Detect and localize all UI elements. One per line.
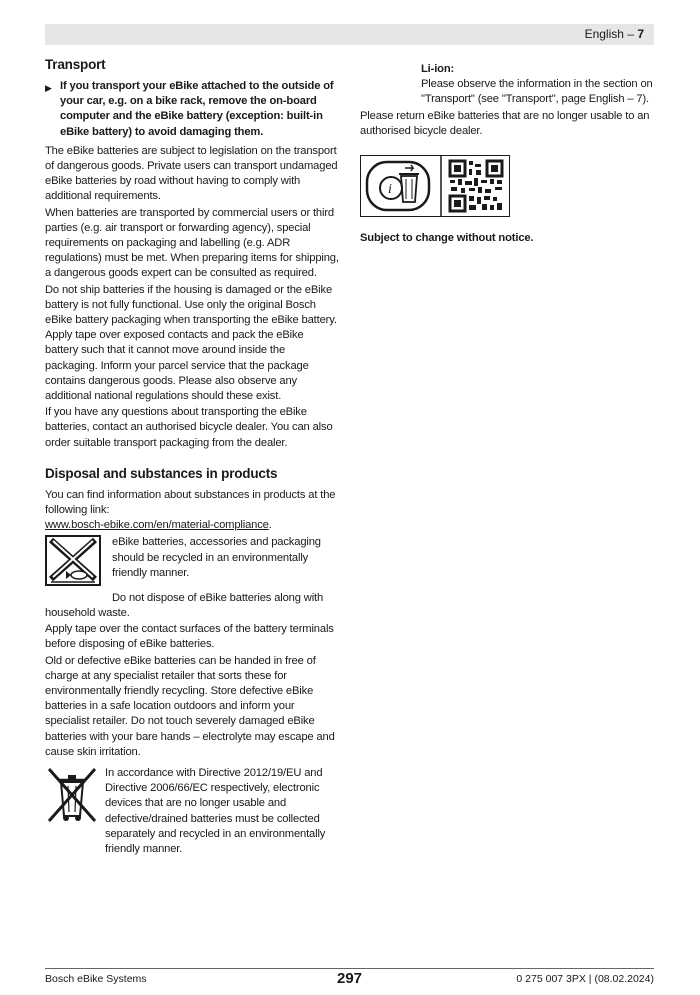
header-separator: – <box>627 27 634 41</box>
liion-text: Please observe the information in the section on "Transport" (see "Transport", page English – 7). <box>421 78 653 106</box>
transport-paragraph-4: If you have any questions about transporting the eBike batteries, contact an authorised bicycle dealer. You can also order suitable transport packaging from the dealer. <box>45 406 333 449</box>
footer-page-number: 297 <box>337 970 363 987</box>
disposal-intro <box>45 488 339 534</box>
recycle-text-block <box>102 535 339 581</box>
disposal-intro-text: You can find information about substances in products at the following link: <box>45 488 336 517</box>
directive-row <box>45 766 339 857</box>
transport-bullet <box>45 79 339 140</box>
crossed-bin-icon <box>45 766 105 829</box>
link-suffix: . <box>268 519 272 532</box>
info-recycle-icon <box>367 162 429 210</box>
directive-text: In accordance with Directive 2012/19/EU and Directive 2006/66/EC respectively, electronic devices that are no longer usable and defective/drained batteries must be collected separately and recycled in an environmentally friendly manner. <box>105 766 326 855</box>
transport-paragraph-2: When batteries are transported by commercial users or third parties (e.g. air transport or forwarding agency), special requirements on packaging and labelling (e.g. ADR regulations) must be met. When preparing items for shipping, a dangerous goods expert can be consulted as required. <box>45 206 339 280</box>
info-qr-panel <box>360 155 510 217</box>
header-bar <box>45 24 654 45</box>
transport-heading: Transport <box>45 57 106 72</box>
transport-paragraph-3: Do not ship batteries if the housing is damaged or the eBike battery is not fully functional. Use only the original Bosch eBike battery packaging when transporting the eBike battery. Apply tape over exposed contacts and pack the eBike battery such that it cannot move around inside the packaging. Inform your parcel service that the package contains dangerous goods. Please also observe any additional national regulations should these exist. <box>45 283 337 403</box>
disposal-heading: Disposal and substances in products <box>45 465 278 481</box>
header-page-number: 7 <box>637 27 644 41</box>
no-household-waste-icon <box>45 535 102 591</box>
recycle-row <box>45 535 339 591</box>
header-text <box>585 27 644 41</box>
disposal-paragraph-1: Apply tape over the contact surfaces of the battery terminals before disposing of eBike batteries. <box>45 623 334 651</box>
transport-bullet-text: If you transport your eBike attached to the outside of your car, e.g. on a bike rack, remove the on-board computer and the eBike battery (exception: built-in eBike battery) to avoid damaging them. <box>60 80 334 138</box>
household-text: Do not dispose of eBike batteries along with household waste. <box>45 591 324 619</box>
return-text: Please return eBike batteries that are no longer usable to an authorised bicycle dealer. <box>360 109 650 137</box>
svg-text:i: i <box>388 182 392 198</box>
change-notice: Subject to change without notice. <box>360 232 534 245</box>
transport-paragraph-1: The eBike batteries are subject to legislation on the transport of dangerous goods. Private users can transport undamaged eBike batteries by road without having to comply with additional requirements. <box>45 144 338 203</box>
qr-code-icon <box>449 160 503 212</box>
liion-block <box>360 62 654 108</box>
header-language: English <box>584 27 624 41</box>
liion-title: Li-ion: <box>421 63 455 75</box>
left-column <box>45 56 339 857</box>
right-column <box>360 62 654 246</box>
material-compliance-link[interactable]: www.bosch-ebike.com/en/material-compliance <box>45 519 269 532</box>
footer-doc-id: 0 275 007 3PX | (08.02.2024) <box>516 973 654 985</box>
footer <box>45 968 654 991</box>
recycle-text: eBike batteries, accessories and packaging should be recycled in an environmentally friendly manner. <box>112 536 321 579</box>
play-arrow-icon: ▶ <box>45 83 52 93</box>
footer-brand: Bosch eBike Systems <box>45 973 147 985</box>
disposal-paragraph-2: Old or defective eBike batteries can be handed in free of charge at any specialist retailer that sorts these for environmentally friendly recycling. Store defective eBike batteries in a safe location outdoors and inform your specialist retailer. Do not touch severely damaged eBike batteries with your bare hands – electrolyte may escape and cause skin irritation. <box>45 654 335 758</box>
